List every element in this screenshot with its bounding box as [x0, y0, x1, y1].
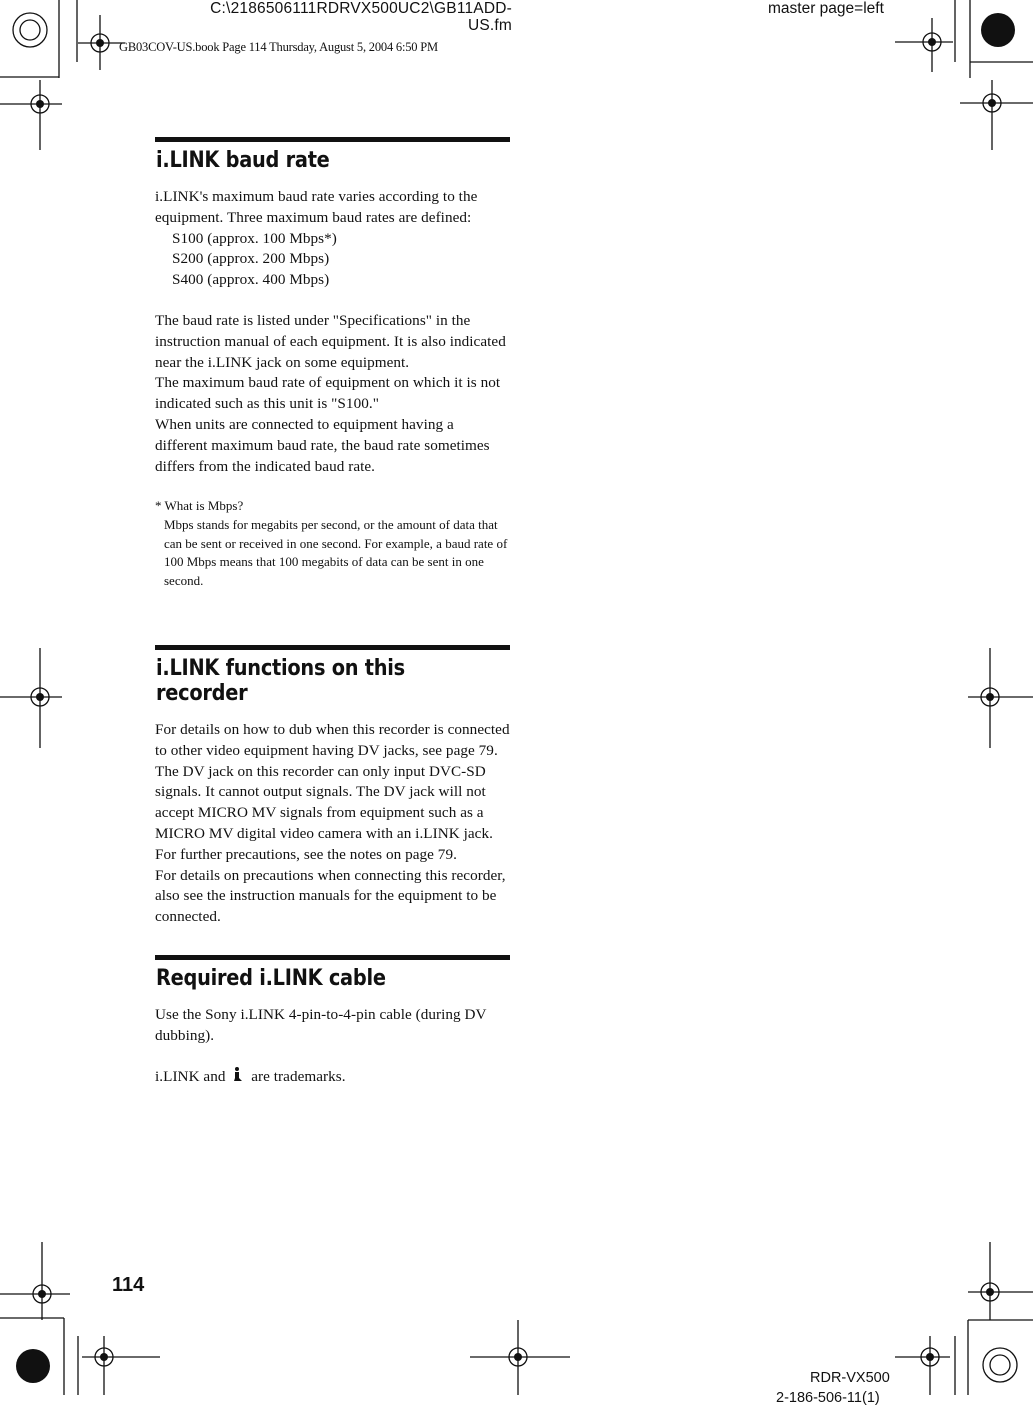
document-code: 2-186-506-11(1): [776, 1390, 880, 1406]
paragraph: For details on how to dub when this recorder is connected to other video equipment having DV jacks, see page 79.: [155, 721, 510, 759]
speed-item: S100 (approx. 100 Mbps*): [172, 229, 337, 247]
paragraph: For further precautions, see the notes on page 79.: [155, 845, 457, 863]
page-number: 114: [112, 1274, 145, 1296]
trademark-text-after: are trademarks.: [251, 1067, 346, 1085]
model-number: RDR-VX500: [810, 1370, 890, 1386]
section-ilink-functions: [155, 645, 510, 928]
section-heading: i.LINK functions on this recorder: [156, 656, 405, 706]
book-info-line: GB03COV-US.book Page 114 Thursday, August 5, 2004 6:50 PM: [119, 40, 438, 54]
master-page-label: master page=left: [768, 0, 884, 17]
paragraph: For details on precautions when connecting this recorder, also see the instruction manuals for the equipment to be connected.: [155, 866, 506, 926]
section-heading: i.LINK baud rate: [156, 148, 330, 173]
speed-item: S400 (approx. 400 Mbps): [172, 271, 330, 289]
footnote: [155, 497, 510, 591]
speed-item: S200 (approx. 200 Mbps): [172, 250, 330, 268]
section-required-cable: [155, 955, 510, 1088]
paragraph: The maximum baud rate of equipment on which it is not indicated such as this unit is "S100.": [155, 374, 501, 413]
section-heading: Required i.LINK cable: [156, 966, 386, 991]
ilink-logo-icon: [233, 1067, 243, 1089]
paragraph: Use the Sony i.LINK 4-pin-to-4-pin cable (during DV dubbing).: [155, 1006, 487, 1044]
file-path-line2: US.fm: [467, 17, 512, 34]
footnote-title: * What is Mbps?: [155, 498, 244, 514]
file-path-line1: C:\2186506111RDRVX500UC2\GB11ADD-: [210, 0, 512, 17]
section-rule: [155, 137, 510, 142]
footnote-body: Mbps stands for megabits per second, or the amount of data that can be sent or received in one second. For example, a baud rate of 100 Mbps means that 100 megabits of data can be sent in one second.: [164, 517, 508, 589]
paragraph: When units are connected to equipment having a different maximum baud rate, the baud rate sometimes differs from the indicated baud rate.: [155, 415, 490, 475]
section-rule: [155, 645, 510, 650]
paragraph: The baud rate is listed under "Specifications" in the instruction manual of each equipment. It is also indicated near the i.LINK jack on some equipment.: [155, 311, 506, 371]
trademark-line: [155, 1067, 510, 1089]
trademark-text-before: i.LINK and: [155, 1067, 226, 1085]
section-baud-rate: [155, 137, 510, 591]
paragraph: The DV jack on this recorder can only input DVC-SD signals. It cannot output signals. The DV jack will not accept MICRO MV signals from equipment such as a MICRO MV digital video camera with an i.LINK jack.: [155, 762, 493, 842]
section-rule: [155, 955, 510, 960]
file-path: [188, 0, 512, 34]
paragraph: i.LINK's maximum baud rate varies according to the equipment. Three maximum baud rates are defined:: [155, 188, 478, 226]
